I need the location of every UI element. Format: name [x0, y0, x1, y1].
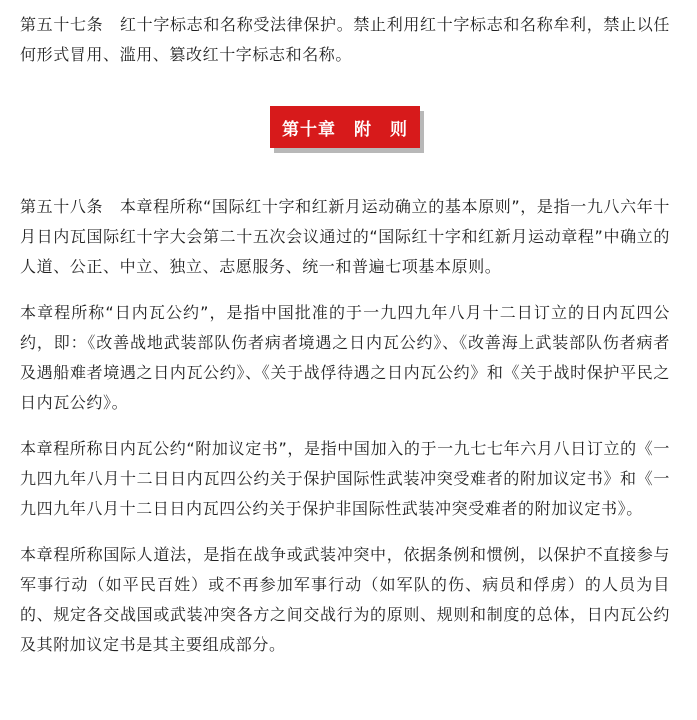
- paragraph-spacer: [20, 282, 670, 298]
- paragraph-spacer: [20, 524, 670, 540]
- geneva-conventions-definition-paragraph: 本章程所称“日内瓦公约”，是指中国批准的于一九四九年八月十二日订立的日内瓦四公约，即：《改善战地武装部队伤者病者境遇之日内瓦公约》、《改善海上武装部队伤者病者及遇船难者境遇之日内瓦公约》、《关于战俘待遇之日内瓦公约》和《关于战时保护平民之日内瓦公约》。: [20, 303, 670, 412]
- chapter-title-badge: 第十章 附 则: [270, 106, 420, 148]
- article-page: [20, 0, 670, 660]
- ihl-definition-paragraph: 本章程所称国际人道法，是指在战争或武装冲突中，依据条例和惯例，以保护不直接参与军事行动（如平民百姓）或不再参加军事行动（如军队的伤、病员和俘虏）的人员为目的、规定各交战国或武装冲突各方之间交战行为的原则、规则和制度的总体，日内瓦公约及其附加议定书是其主要组成部分。: [20, 545, 670, 654]
- additional-protocols-definition-paragraph: 本章程所称日内瓦公约“附加议定书”，是指中国加入的于一九七七年六月八日订立的《一九四九年八月十二日日内瓦四公约关于保护国际性武装冲突受难者的附加议定书》和《一九四九年八月十二日日内瓦四公约关于保护非国际性武装冲突受难者的附加议定书》。: [20, 439, 670, 518]
- article-57-paragraph: 第五十七条 红十字标志和名称受法律保护。禁止利用红十字标志和名称牟利，禁止以任何形式冒用、滥用、篡改红十字标志和名称。: [20, 15, 670, 64]
- chapter-heading-container: [20, 106, 670, 178]
- article-58-paragraph: 第五十八条 本章程所称“国际红十字和红新月运动确立的基本原则”，是指一九八六年十月日内瓦国际红十字大会第二十五次会议通过的“国际红十字和红新月运动章程”中确立的人道、公正、中立、独立、志愿服务、统一和普遍七项基本原则。: [20, 197, 670, 276]
- paragraph-spacer: [20, 418, 670, 434]
